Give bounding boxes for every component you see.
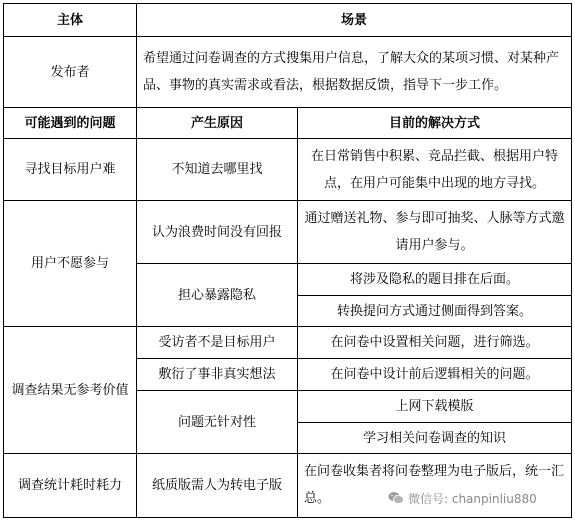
publisher-scene: 希望通过问卷调查的方式搜集用户信息，了解大众的某项习惯、对某种产品、事物的真实需求或看法，根据数据反馈，指导下一步工作。 — [136, 36, 572, 108]
problem-cell: 调查结果无参考价值 — [3, 326, 137, 454]
solution-cell: 在问卷中设计前后逻辑相关的问题。 — [297, 358, 572, 391]
column-header-solution: 目前的解决方式 — [297, 107, 572, 139]
solution-cell: 转换提问方式通过侧面得到答案。 — [297, 295, 572, 327]
solution-cell: 在问卷中设置相关问题，进行筛选。 — [297, 326, 572, 359]
header-subject: 主体 — [3, 3, 137, 37]
solution-cell: 通过赠送礼物、参与即可抽奖、人脉等方式邀请用户参与。 — [297, 200, 572, 264]
watermark — [388, 486, 568, 510]
watermark-text: 微信号: chanpinliu880 — [408, 491, 537, 506]
solution-cell: 上网下载模版 — [297, 390, 572, 423]
column-header-cause: 产生原因 — [136, 107, 298, 139]
cause-cell: 担心暴露隐私 — [136, 263, 298, 327]
wechat-icon — [388, 491, 404, 505]
cause-cell: 问题无针对性 — [136, 390, 298, 454]
cause-cell: 受访者不是目标用户 — [136, 326, 298, 359]
solution-cell: 将涉及隐私的题目排在后面。 — [297, 263, 572, 296]
header-scene: 场景 — [136, 3, 572, 37]
column-header-problem: 可能遇到的问题 — [3, 107, 137, 139]
solution-cell: 在问卷收集者将问卷整理为电子版后，统一汇总。 — [297, 453, 572, 518]
requirements-table — [3, 3, 572, 518]
cause-cell: 敷衍了事非真实想法 — [136, 358, 298, 391]
problem-cell: 寻找目标用户难 — [3, 138, 137, 201]
solution-cell: 在日常销售中积累、竞品拦截、根据用户特点，在用户可能集中出现的地方寻找。 — [297, 138, 572, 201]
cause-cell: 认为浪费时间没有回报 — [136, 200, 298, 264]
problem-cell: 调查统计耗时耗力 — [3, 453, 137, 518]
cause-cell: 不知道去哪里找 — [136, 138, 298, 201]
problem-cell: 用户不愿参与 — [3, 200, 137, 327]
solution-cell: 学习相关问卷调查的知识 — [297, 422, 572, 454]
publisher-label: 发布者 — [3, 36, 137, 108]
cause-cell: 纸质版需人为转电子版 — [136, 453, 298, 518]
